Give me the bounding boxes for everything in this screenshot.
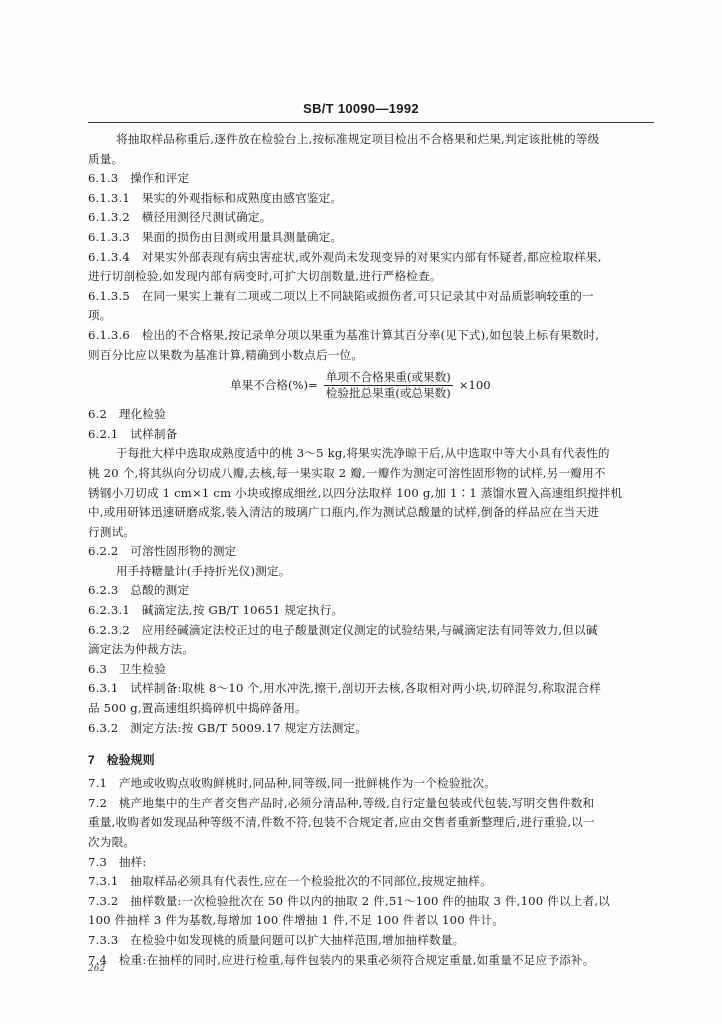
clause-6-1-3-2: 6.1.3.2 横径用测径尺测试确定。 [88,210,272,225]
clause-7-3: 7.3 抽样: [88,854,147,869]
clause-7-4: 7.4 检重:在抽样的同时,应进行检重,每件包装内的果重必须符合规定重量,如重量不足应予添补。 [88,952,595,967]
section-heading-6-2-2: 6.2.2 可溶性固形物的测定 [88,544,237,559]
paragraph-line: 中,或用研钵迅速研磨成浆,装入清洁的玻璃广口瓶内,作为测试总酸量的试样,倒备的样品应在当天进 [88,505,599,520]
section-heading-6-2-1: 6.2.1 试样制备 [88,426,178,441]
clause-7-3-1: 7.3.1 抽取样品必须具有代表性,应在一个检验批次的不同部位,按规定抽样。 [88,874,492,889]
formula-numerator: 单项不合格果重(或果数) [325,369,451,384]
paragraph-line: 滴定法为仲裁方法。 [88,642,195,657]
paragraph-line: 则百分比应以果数为基准计算,精确到小数点后一位。 [88,347,364,362]
paragraph-line: 次为限。 [88,835,136,849]
clause-6-1-3-4: 6.1.3.4 对果实外部表现有病虫害症状,或外观尚未发现变异的对果实内部有怀疑者,都应检取样果, [88,249,602,264]
clause-7-2: 7.2 桃产地集中的生产者交售产品时,必须分清品种,等级,自行定量包装或代包装,写明交售件数和 [88,795,595,810]
formula-lhs: 单果不合格(%)= [230,378,318,393]
paragraph-line: 100 件抽样 3 件为基数,每增加 100 件增抽 1 件,不足 100 件者以 100 件计。 [88,913,505,928]
clause-7-3-3: 7.3.3 在检验中如发现桃的质量问题可以扩大抽样范围,增加抽样数量。 [88,932,465,947]
section-heading-6-2: 6.2 理化检验 [88,407,167,422]
clause-7-3-2: 7.3.2 抽样数量:一次检验批次在 50 件以内的抽取 2 件,51～100 件的抽取 3 件,100 件以上者,以 [88,893,611,908]
percentage-formula [88,365,656,405]
document-body [88,130,656,970]
paragraph-line: 项。 [88,308,112,323]
formula-fraction [324,370,453,401]
clause-6-1-3-1: 6.1.3.1 果实的外观指标和成熟度由感官鉴定。 [88,190,343,205]
formula-rhs: ×100 [458,378,491,393]
section-heading-6-3: 6.3 卫生检验 [88,661,167,676]
clause-6-1-3-5: 6.1.3.5 在同一果实上兼有二项或二项以上不同缺陷或损伤者,可只记录其中对品质影响较重的一 [88,288,594,303]
section-heading-6-1-3: 6.1.3 操作和评定 [88,171,190,186]
paragraph-line: 桃 20 个,将其纵向分切成八瓣,去核,每一果实取 2 瓣,一瓣作为测定可溶性固形物的试样,另一瓣用不 [88,465,606,480]
section-heading-6-2-3: 6.2.3 总酸的测定 [88,583,190,598]
page-number: 262 [88,964,106,974]
clause-6-2-3-1: 6.2.3.1 碱滴定法,按 GB/T 10651 规定执行。 [88,603,344,618]
standard-number-header: SB/T 10090—1992 [303,101,419,116]
clause-6-3-1: 6.3.1 试样制备:取桃 8～10 个,用水冲洗,擦干,剖切开去核,各取相对两小块,切碎混匀,称取混合样 [88,681,601,696]
clause-6-1-3-3: 6.1.3.3 果面的损伤由目测或用量具测量确定。 [88,229,343,244]
paragraph-line: 行测试。 [88,524,136,539]
clause-6-1-3-6: 6.1.3.6 检出的不合格果,按记录单分项以果重为基准计算其百分率(见下式),如包装上标有果数时, [88,327,600,342]
paragraph-line: 重量,收购者如发现品种等级不清,件数不符,包装不合规定者,应由交售者重新整理后,进行重验,以一 [88,815,595,830]
paragraph-line: 于每批大样中选取成熟度适中的桃 3～5 kg,将果实洗净晾干后,从中选取中等大小具有代表性的 [116,446,610,461]
clause-6-3-2: 6.3.2 测定方法:按 GB/T 5009.17 规定方法测定。 [88,720,368,735]
clause-7-1: 7.1 产地或收购点收购鲜桃时,同品种,同等级,同一批鲜桃作为一个检验批次。 [88,776,497,791]
header-rule [88,122,654,123]
chapter-heading-7: 7 检验规则 [88,753,155,768]
clause-6-2-3-2: 6.2.3.2 应用经碱滴定法校正过的电子酸量测定仪测定的试验结果,与碱滴定法有同等效力,但以碱 [88,622,598,637]
formula-denominator: 检验批总果重(或总果数) [325,385,451,400]
paragraph-line: 质量。 [88,151,124,166]
paragraph-line: 品 500 g,置高速组织捣碎机中捣碎备用。 [88,701,307,716]
paragraph-line: 进行切剖检验,如发现内部有病变时,可扩大切剖数量,进行严格检查。 [88,269,442,284]
paragraph-line: 用手持糖量计(手持折光仪)测定。 [116,563,291,578]
paragraph-line: 锈钢小刀切成 1 cm×1 cm 小块或擦成细丝,以四分法取样 100 g,加 1∶1 蒸馏水置入高速组织搅拌机 [88,485,623,500]
paragraph-line: 将抽取样品称重后,逐件放在检验台上,按标准规定项目检出不合格果和烂果,判定该批桃的等级 [116,132,600,146]
